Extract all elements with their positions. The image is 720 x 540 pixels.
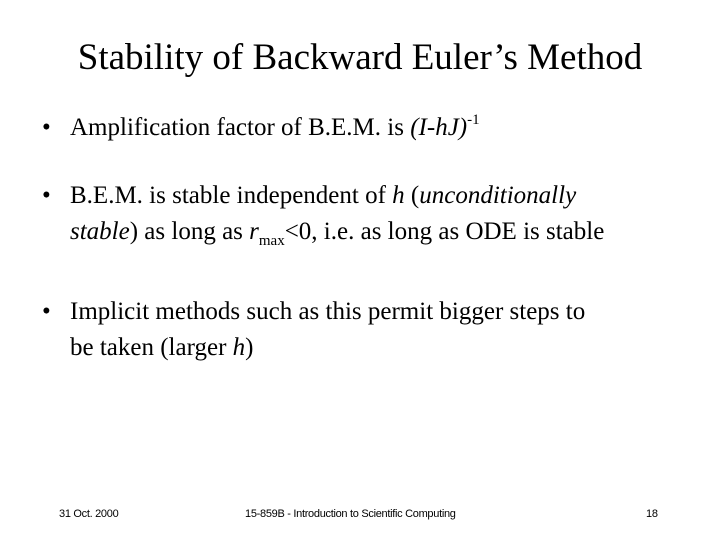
matrix-expression: (I-hJ) bbox=[410, 114, 468, 141]
emphasis-text: unconditionally bbox=[419, 182, 577, 209]
text-segment: <0, i.e. as long as ODE is stable bbox=[284, 218, 605, 245]
variable-h: h bbox=[232, 334, 246, 361]
variable-h: h bbox=[392, 182, 405, 209]
bullet-line bbox=[70, 110, 690, 149]
text-segment: Amplification factor of B.E.M. is bbox=[70, 114, 411, 141]
footer-course-title: 15-859B - Introduction to Scientific Computing bbox=[245, 508, 456, 520]
bullet-line bbox=[70, 294, 690, 330]
bullet-marker: • bbox=[42, 182, 51, 209]
bullet-text bbox=[70, 110, 690, 149]
text-segment: ) bbox=[245, 334, 254, 361]
bullet-line bbox=[70, 178, 690, 214]
bullet-marker: • bbox=[42, 298, 51, 325]
bullet-text bbox=[70, 178, 690, 253]
footer-page-number: 18 bbox=[646, 508, 658, 520]
emphasis-text: stable bbox=[70, 218, 130, 245]
text-segment: B.E.M. is stable independent of bbox=[70, 182, 393, 209]
inverse-exponent: -1 bbox=[467, 112, 480, 128]
text-segment: ) as long as bbox=[129, 218, 250, 245]
bullet-text bbox=[70, 294, 690, 366]
text-segment: Implicit methods such as this permit bigger steps to bbox=[70, 298, 586, 325]
bullet-line bbox=[70, 214, 690, 253]
bullet-line bbox=[70, 330, 690, 366]
variable-r: r bbox=[249, 218, 259, 245]
footer-date: 31 Oct. 2000 bbox=[59, 508, 119, 520]
bullet-marker: • bbox=[42, 114, 51, 141]
text-segment: be taken (larger bbox=[70, 334, 233, 361]
subscript-max: max bbox=[258, 233, 285, 249]
slide-title: Stability of Backward Euler’s Method bbox=[77, 37, 643, 78]
text-segment: ( bbox=[404, 182, 420, 209]
